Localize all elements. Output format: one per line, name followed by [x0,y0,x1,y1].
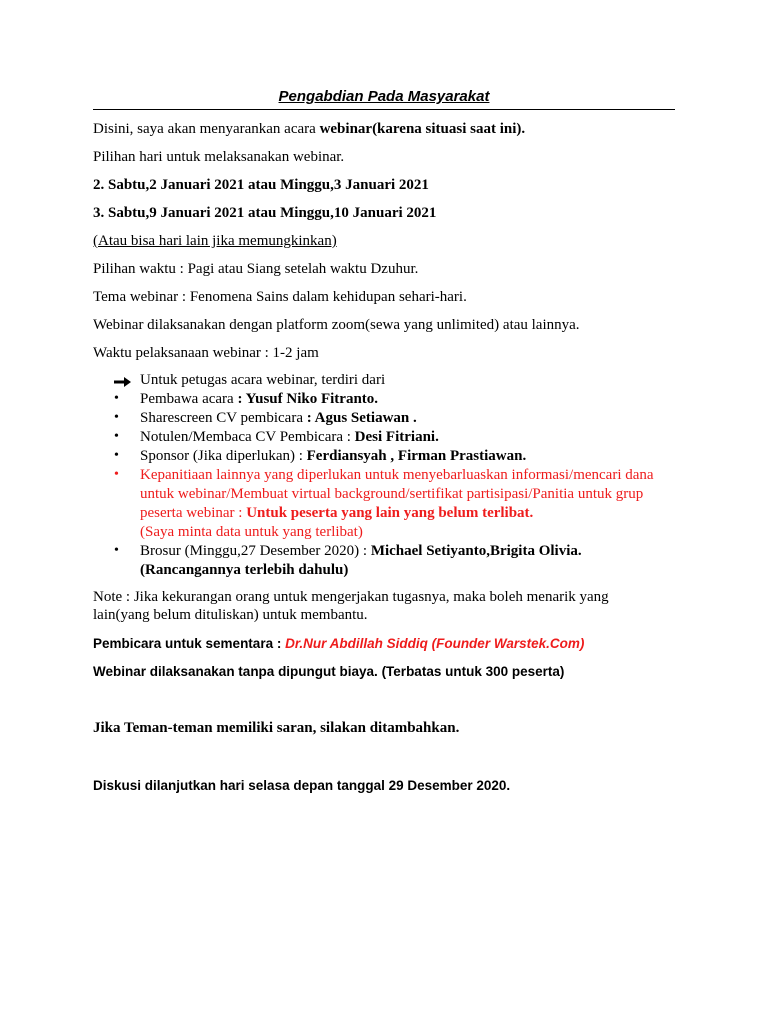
free-notice: Webinar dilaksanakan tanpa dipungut biaya. (Terbatas untuk 300 peserta) [93,664,565,679]
officer-item [140,448,526,465]
bullet-icon: • [114,467,119,482]
officer-name: : Yusuf Niko Fitranto. [237,391,379,407]
officer-name: Ferdiansyah , Firman Prastiawan. [306,448,527,464]
bullet-icon: • [114,543,119,558]
officer-item [140,429,439,446]
page-title: Pengabdian Pada Masyarakat [278,88,490,105]
time-option: Pilihan waktu : Pagi atau Siang setelah waktu Dzuhur. [93,261,419,277]
suggestion-text: Jika Teman-teman memiliki saran, silakan ditambahkan. [93,720,460,736]
officer-item [140,410,417,427]
bullet-icon: • [114,391,119,406]
officer-role: Notulen/Membaca CV Pembicara : [140,429,355,445]
intro-bold: webinar(karena situasi saat ini). [319,121,526,137]
brochure-text: Brosur (Minggu,27 Desember 2020) : [140,543,371,559]
committee-line-3 [140,505,533,522]
speaker-name: Dr.Nur Abdillah Siddiq (Founder Warstek.Com) [285,636,585,651]
committee-line-1: Kepanitiaan lainnya yang diperlukan untuk menyebarluaskan informasi/mencari dana [140,467,654,483]
bullet-icon: • [114,448,119,463]
speaker-line [93,636,584,651]
brochure-bold: Michael Setiyanto,Brigita Olivia. [370,543,582,559]
committee-bold: Untuk peserta yang lain yang belum terlibat. [246,505,534,521]
bullet-icon: • [114,410,119,425]
day-option-2: 2. Sabtu,2 Januari 2021 atau Minggu,3 Januari 2021 [93,177,429,193]
webinar-duration: Waktu pelaksanaan webinar : 1-2 jam [93,345,319,361]
brochure-line-2: (Rancangannya terlebih dahulu) [140,562,349,578]
officer-role: Pembawa acara [140,391,238,407]
discussion-text: Diskusi dilanjutkan hari selasa depan tanggal 29 Desember 2020. [93,778,511,793]
day-option-3: 3. Sabtu,9 Januari 2021 atau Minggu,10 Januari 2021 [93,205,437,221]
note-line-2: lain(yang belum dituliskan) untuk membantu. [93,607,368,623]
day-option-alternative: (Atau bisa hari lain jika memungkinkan) [93,233,337,249]
committee-line-2: untuk webinar/Membuat virtual background/sertifikat partisipasi/Panitia untuk grup [140,486,644,502]
webinar-platform: Webinar dilaksanakan dengan platform zoom(sewa yang unlimited) atau lainnya. [93,317,580,333]
officers-heading: Untuk petugas acara webinar, terdiri dari [140,372,386,388]
brochure-line-1 [140,543,582,560]
officer-name: Desi Fitriani. [354,429,439,445]
bullet-icon: • [114,429,119,444]
committee-text: peserta webinar : [140,505,247,521]
day-options-label: Pilihan hari untuk melaksanakan webinar. [93,149,345,165]
intro-text: Disini, saya akan menyarankan acara [93,121,320,137]
officer-role: Sponsor (Jika diperlukan) : [140,448,307,464]
title-divider [93,109,675,110]
webinar-theme: Tema webinar : Fenomena Sains dalam kehidupan sehari-hari. [93,289,467,305]
arrow-right-icon [113,375,133,389]
note-line-1: Note : Jika kekurangan orang untuk mengerjakan tugasnya, maka boleh menarik yang [93,589,609,605]
speaker-label: Pembicara untuk sementara : [93,636,286,651]
committee-line-4: (Saya minta data untuk yang terlibat) [140,524,363,540]
officer-item [140,391,378,408]
intro-paragraph [93,121,525,138]
officer-name: : Agus Setiawan . [306,410,417,426]
officer-role: Sharescreen CV pembicara [140,410,307,426]
